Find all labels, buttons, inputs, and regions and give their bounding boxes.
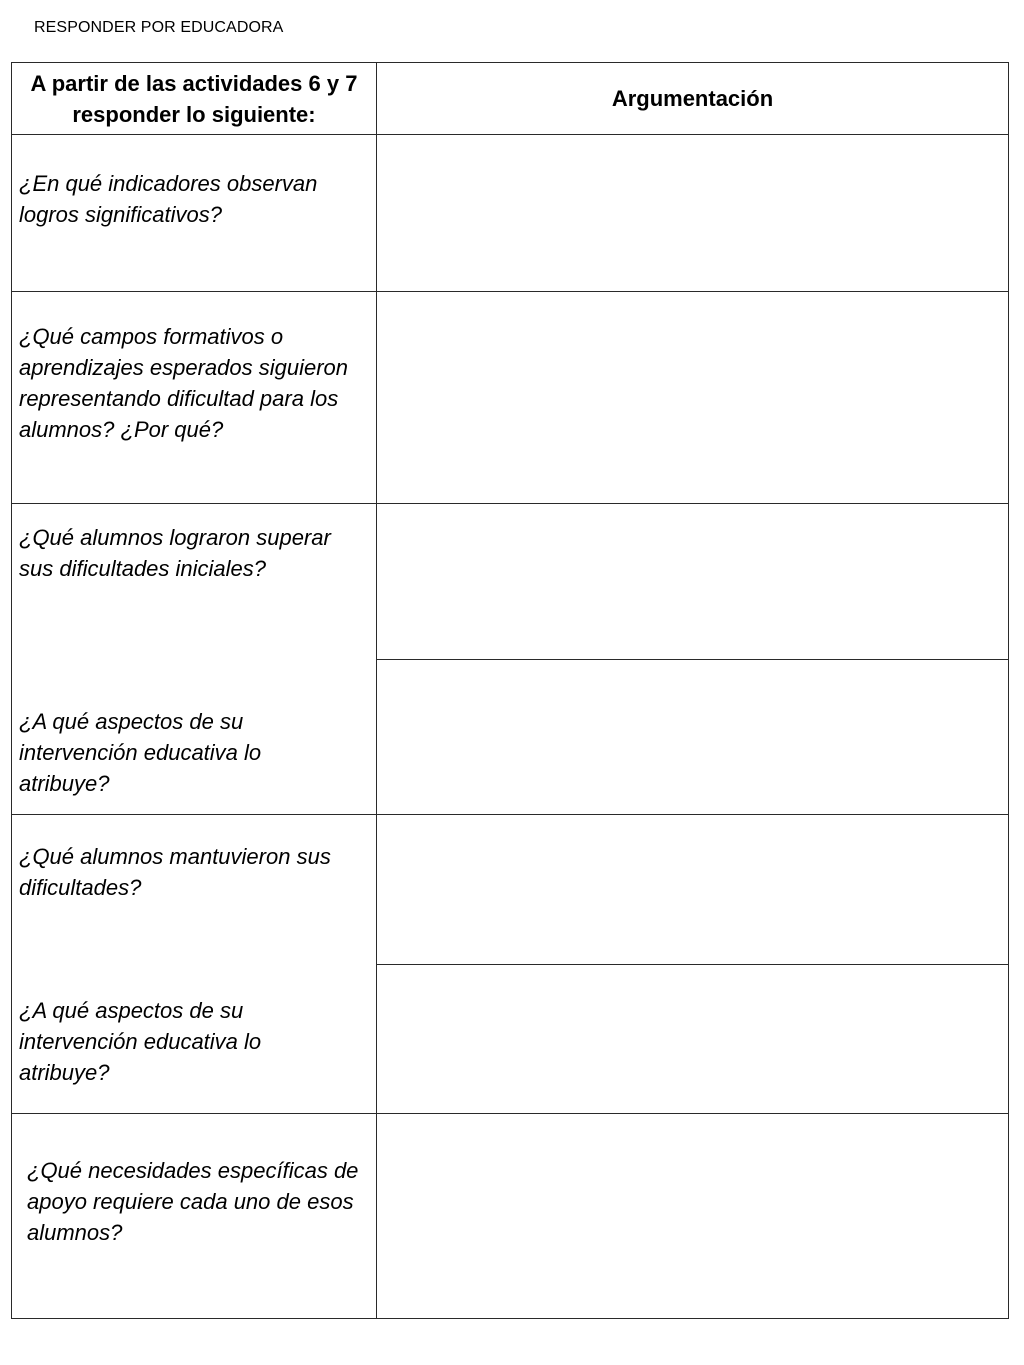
question-cell-1 — [11, 134, 377, 292]
questionnaire-table — [11, 62, 1009, 1319]
question-cell-4 — [11, 814, 377, 1114]
answer-cell-1[interactable] — [376, 134, 1009, 292]
header-note: RESPONDER POR EDUCADORA — [34, 19, 284, 36]
answer-cell-7[interactable] — [376, 1113, 1009, 1319]
answer-cell-3[interactable] — [376, 503, 1009, 660]
question-7-text: ¿Qué necesidades específicas de apoyo requiere cada uno de esos alumnos? — [27, 1158, 359, 1245]
question-cell-3 — [11, 503, 377, 815]
question-2-text: ¿Qué campos formativos o aprendizajes esperados siguieron representando dificultad para los alumnos? ¿Por qué? — [19, 324, 348, 442]
question-cell-2 — [11, 291, 377, 504]
question-1-text: ¿En qué indicadores observan logros significativos? — [19, 171, 318, 227]
question-cell-5 — [11, 1113, 377, 1319]
column-header-argumentation — [376, 62, 1009, 135]
question-6-text: ¿A qué aspectos de su intervención educativa lo atribuye? — [19, 998, 262, 1085]
column-header-argumentation-label: Argumentación — [611, 86, 774, 111]
question-3-text: ¿Qué alumnos lograron superar sus dificultades iniciales? — [19, 525, 331, 581]
column-header-questions-label: A partir de las actividades 6 y 7 responder lo siguiente: — [30, 70, 358, 127]
question-5-text: ¿Qué alumnos mantuvieron sus dificultades? — [19, 844, 331, 900]
answer-cell-6[interactable] — [376, 964, 1009, 1114]
answer-cell-5[interactable] — [376, 814, 1009, 965]
answer-cell-2[interactable] — [376, 291, 1009, 504]
column-header-questions — [11, 62, 377, 135]
answer-cell-4[interactable] — [376, 659, 1009, 815]
question-4-text: ¿A qué aspectos de su intervención educativa lo atribuye? — [19, 709, 262, 796]
